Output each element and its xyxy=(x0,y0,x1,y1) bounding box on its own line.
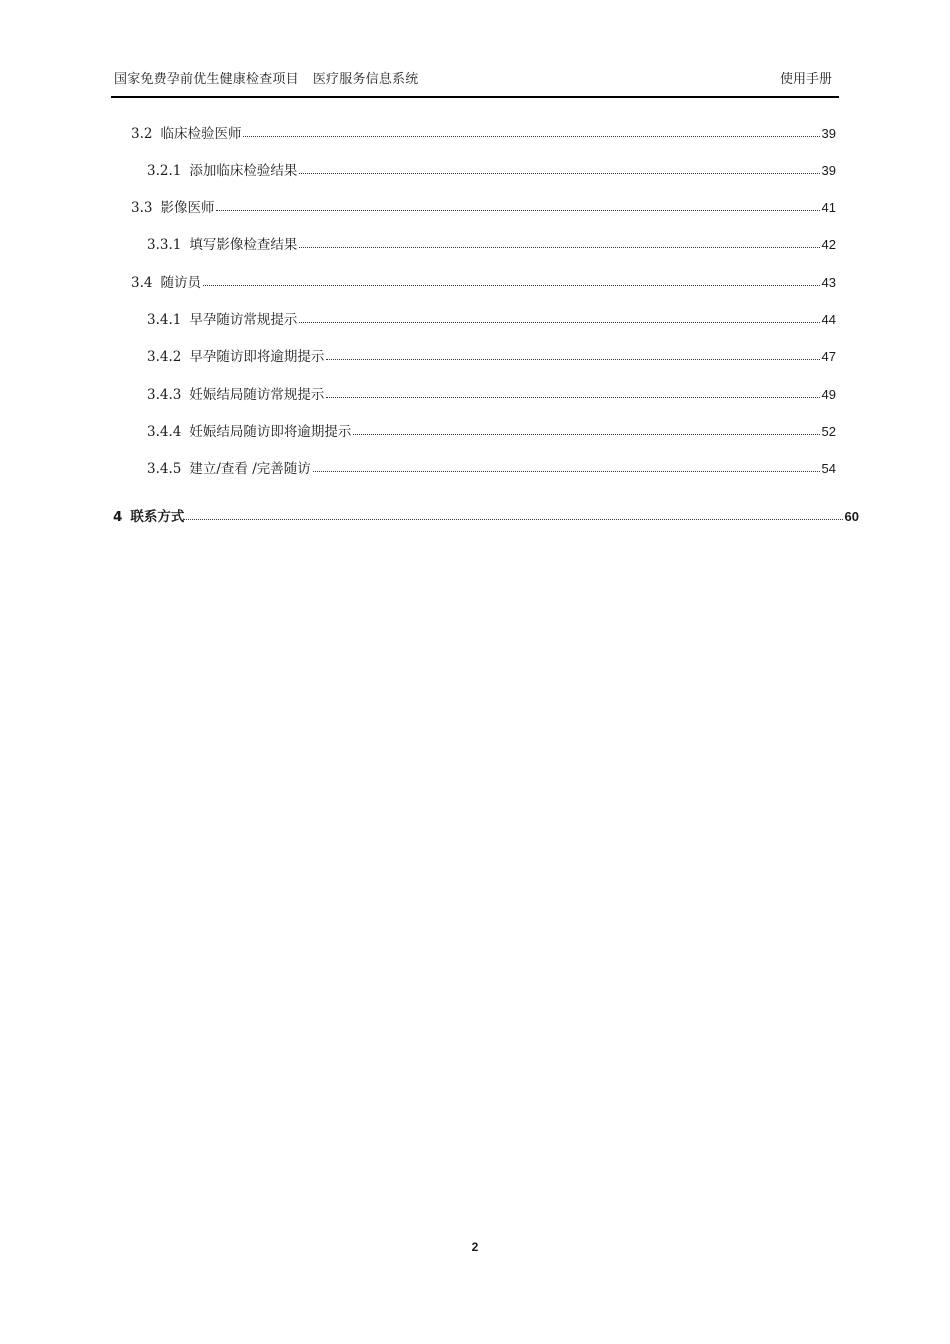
toc-entry[interactable] xyxy=(147,459,836,479)
toc-title: 建立/查看 /完善随访 xyxy=(189,461,311,477)
toc-leader xyxy=(326,385,819,398)
toc-page: 43 xyxy=(821,275,836,290)
toc-title: 影像医师 xyxy=(160,200,215,216)
toc-number: 3.2 xyxy=(131,126,153,142)
toc-title: 妊娠结局随访即将逾期提示 xyxy=(189,424,352,440)
toc-entry[interactable] xyxy=(131,273,836,293)
toc-page: 52 xyxy=(821,424,836,439)
toc-leader xyxy=(353,422,819,435)
toc-entry[interactable] xyxy=(147,422,836,442)
toc-entry[interactable] xyxy=(147,347,836,367)
toc-number: 3.4.5 xyxy=(147,461,182,477)
header-manual-label: 使用手册 xyxy=(779,72,832,87)
toc-page: 39 xyxy=(821,126,836,141)
toc-leader xyxy=(326,347,819,360)
toc-number: 3.2.1 xyxy=(147,163,182,179)
toc-leader xyxy=(299,161,819,174)
header-title xyxy=(114,68,418,87)
header-project-name: 国家免费孕前优生健康检查项目 xyxy=(114,72,299,87)
toc-leader xyxy=(203,273,820,286)
toc-entry[interactable] xyxy=(147,235,836,255)
toc-entry[interactable] xyxy=(147,161,836,181)
toc-number: 3.3.1 xyxy=(147,237,182,253)
toc-number: 3.4.3 xyxy=(147,387,182,403)
toc-page: 44 xyxy=(821,312,836,327)
toc-number: 3.4.1 xyxy=(147,312,182,328)
toc-leader xyxy=(184,507,842,520)
toc-title: 早孕随访常规提示 xyxy=(189,312,298,328)
toc-entry[interactable] xyxy=(147,310,836,330)
toc-title: 填写影像检查结果 xyxy=(189,237,298,253)
toc-page: 39 xyxy=(821,163,836,178)
toc-title: 早孕随访即将逾期提示 xyxy=(189,349,325,365)
header-system-name: 医疗服务信息系统 xyxy=(312,72,419,87)
toc-leader xyxy=(216,198,819,211)
toc-entry[interactable] xyxy=(113,507,859,527)
toc-title: 临床检验医师 xyxy=(160,126,242,142)
toc-title: 联系方式 xyxy=(130,509,185,525)
toc-number: 3.4 xyxy=(131,275,153,291)
toc-page: 41 xyxy=(821,200,836,215)
toc-page: 60 xyxy=(844,509,859,524)
toc-entry[interactable] xyxy=(147,385,836,405)
toc-title: 随访员 xyxy=(160,275,201,291)
toc-entry[interactable] xyxy=(131,124,836,144)
toc-title: 妊娠结局随访常规提示 xyxy=(189,387,325,403)
toc-leader xyxy=(243,124,819,137)
toc-page: 54 xyxy=(821,461,836,476)
toc-leader xyxy=(299,235,819,248)
toc-number: 3.4.4 xyxy=(147,424,182,440)
toc-leader xyxy=(313,459,820,472)
toc-page: 49 xyxy=(821,387,836,402)
toc-leader xyxy=(299,310,819,323)
toc-number: 3.3 xyxy=(131,200,153,216)
toc-number: 4 xyxy=(113,509,123,525)
page-number: 2 xyxy=(471,1240,479,1254)
page-header xyxy=(111,66,839,98)
toc-title: 添加临床检验结果 xyxy=(189,163,298,179)
toc-page: 42 xyxy=(821,237,836,252)
toc-number: 3.4.2 xyxy=(147,349,182,365)
toc-entry[interactable] xyxy=(131,198,836,218)
toc-page: 47 xyxy=(821,349,836,364)
